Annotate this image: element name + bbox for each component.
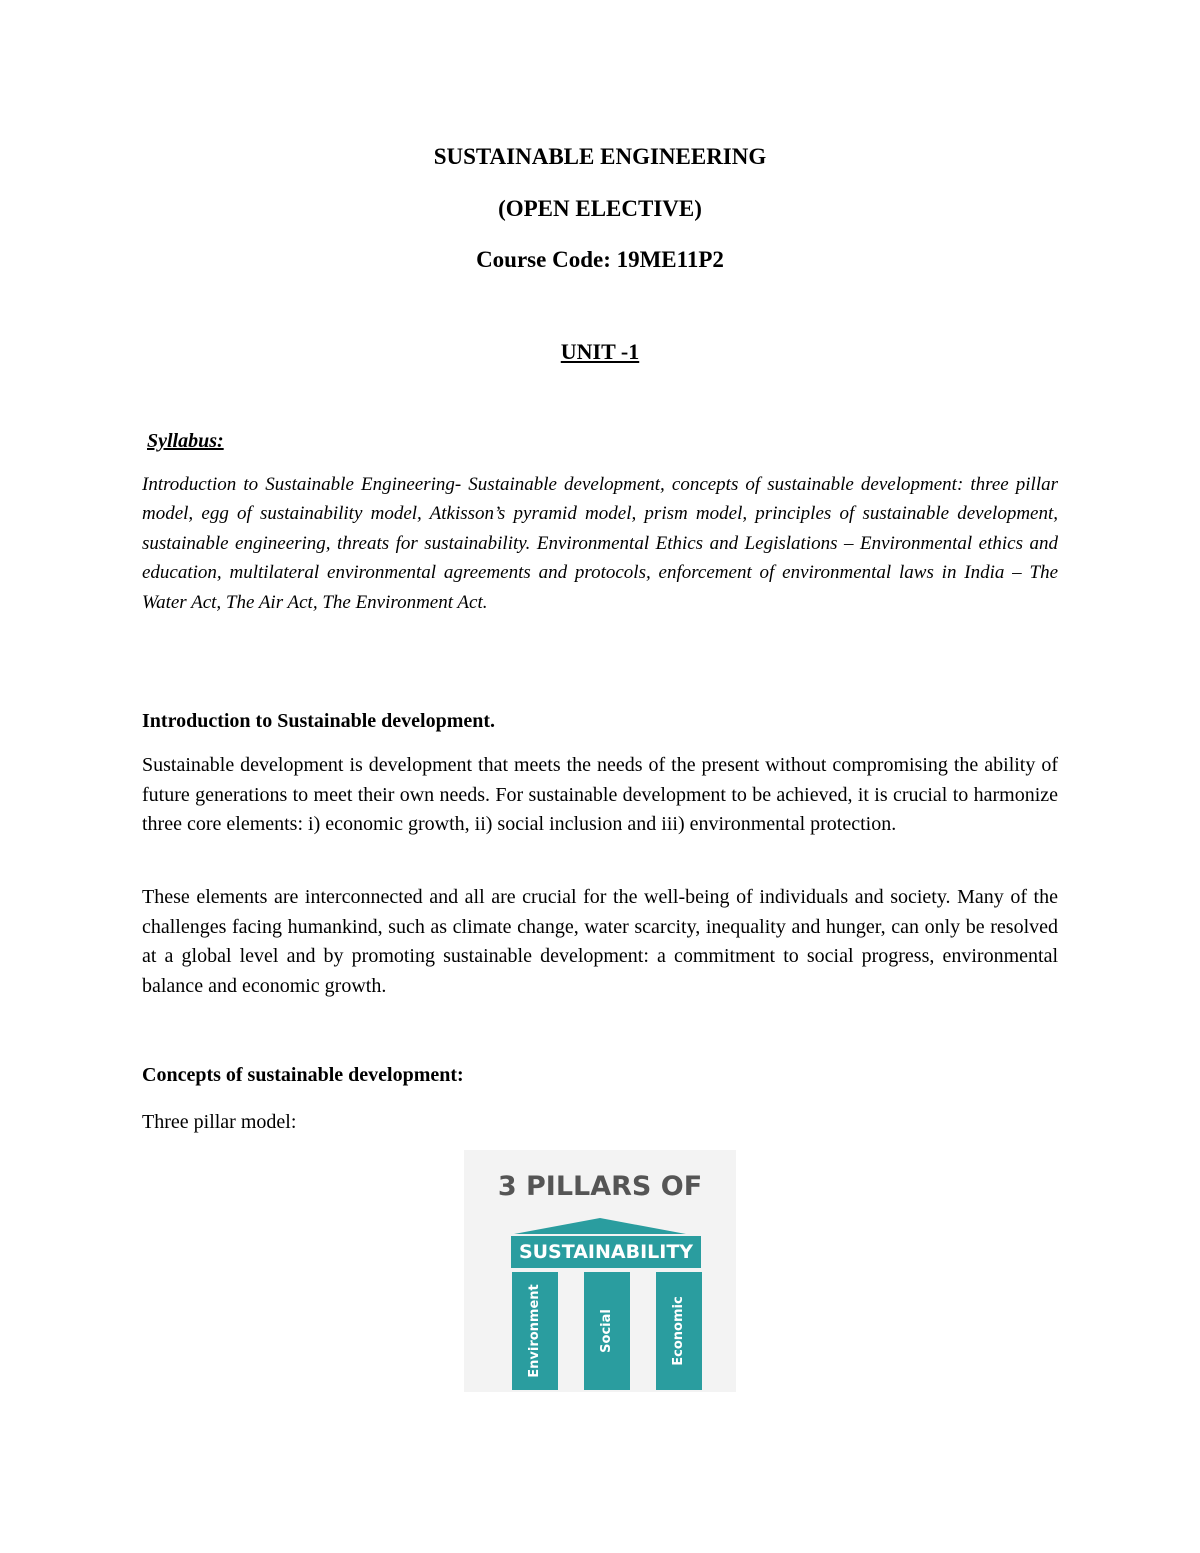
figure-beam: SUSTAINABILITY [511,1236,701,1268]
pillar-economic-label: Economic [671,1296,686,1366]
document-subtitle: (OPEN ELECTIVE) [498,196,702,221]
figure-title: 3 PILLARS OF [497,1171,703,1202]
pillar-environment [512,1272,558,1390]
introduction-heading: Introduction to Sustainable development. [142,710,496,732]
introduction-paragraph-1: Sustainable development is development that meets the needs of the present without compromising the ability of future generations to meet their own needs. For sustainable development to be achieved, it is crucial to harmonize three core elements: i) economic growth, ii) social inclusion and iii) environmental protection. [142,754,1058,835]
course-code: Course Code: 19ME11P2 [476,247,724,272]
pillar-environment-label: Environment [527,1284,542,1378]
pillar-social [584,1272,630,1390]
pillar-social-label: Social [599,1309,614,1353]
syllabus-text: Introduction to Sustainable Engineering- Sustainable development, concepts of sustainable development: three pillar model, egg of sustainability model, Atkisson’s pyramid model, prism model, principles of sustainable development, sustainable engineering, threats for sustainability. Environmental Ethics and Legislations – Environmental ethics and education, multilateral environmental agreements and protocols, enforcement of environmental laws in India – The Water Act, The Air Act, The Environment Act. [142,474,1058,613]
concepts-heading: Concepts of sustainable development: [142,1064,464,1086]
introduction-paragraph-2: These elements are interconnected and all are crucial for the well-being of individuals and society. Many of the challenges facing humankind, such as climate change, water scarcity, inequality and hunger, can only be resolved at a global level and by promoting sustainable development: a commitment to social progress, environmental balance and economic growth. [142,886,1058,997]
figure-roof [514,1218,686,1234]
three-pillar-model-label: Three pillar model: [142,1111,297,1133]
syllabus-heading: Syllabus: [147,430,224,452]
three-pillars-figure [464,1150,736,1392]
unit-heading: UNIT -1 [560,339,640,364]
pillar-economic [656,1272,702,1390]
document-title: SUSTAINABLE ENGINEERING [433,144,767,169]
